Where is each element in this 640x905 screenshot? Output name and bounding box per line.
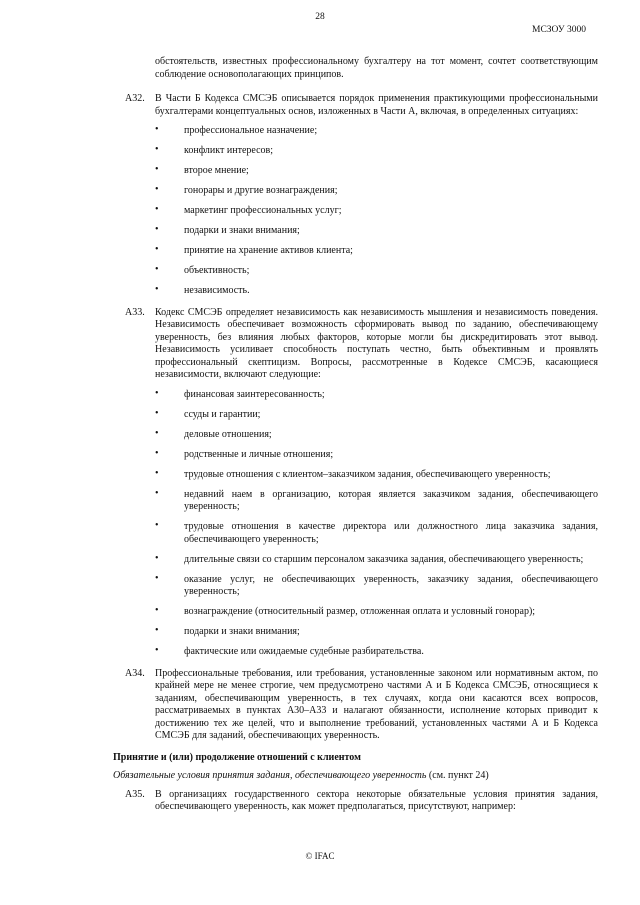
list-item: • деловые отношения; bbox=[155, 427, 272, 440]
paragraph-number: A35. bbox=[125, 788, 145, 800]
bullet-icon: • bbox=[155, 447, 159, 459]
paragraph-a35 bbox=[113, 789, 598, 814]
paragraph-number: A33. bbox=[125, 306, 145, 318]
bullet-icon: • bbox=[155, 184, 159, 195]
bullet-icon: • bbox=[155, 124, 159, 135]
document-code: МСЗОУ 3000 bbox=[532, 25, 586, 35]
list-item: • объективность; bbox=[155, 264, 250, 276]
paragraph-a33 bbox=[113, 307, 598, 659]
list-item: • длительные связи со старшим персоналом заказчика задания, обеспечивающего уверенность; bbox=[155, 552, 584, 565]
paragraph-number: A32. bbox=[125, 93, 145, 104]
footer-copyright: © IFAC bbox=[305, 851, 335, 861]
bullet-list bbox=[155, 389, 598, 659]
bullet-icon: • bbox=[155, 572, 159, 584]
list-item: • финансовая заинтересованность; bbox=[155, 387, 325, 400]
bullet-icon: • bbox=[155, 645, 159, 656]
continuation-paragraph: обстоятельств, известных профессиональному бухгалтеру на тот момент, сочтет соответствующим соблюдение основополагающих принципов. bbox=[155, 56, 598, 80]
list-item: • второе мнение; bbox=[155, 164, 249, 176]
list-item: • оказание услуг, не обеспечивающих уверенность, заказчику задания, обеспечивающего уверенность; bbox=[155, 572, 598, 597]
subheading bbox=[113, 770, 598, 783]
list-item: • вознаграждение (относительный размер, отложенная оплата и условный гонорар); bbox=[155, 605, 536, 617]
bullet-icon: • bbox=[155, 284, 159, 295]
list-item: • подарки и знаки внимания; bbox=[155, 625, 300, 637]
bullet-list bbox=[155, 125, 598, 298]
bullet-icon: • bbox=[155, 244, 159, 255]
paragraph-text: Профессиональные требования, или требования, установленные законом или нормативным актом, по крайней мере не менее строгие, чем предусмотрено частями А и Б Кодекса СМСЭБ, относящиеся к заданиям, обеспечивающим уверенность, в тех случаях, когда они касаются всех вопросов, рассматриваемых в пунктах A30–A33 и налагают обязанности, исполнение которых приводит к достижению тех же целей, что и выполнение требований, установленных частями А и Б Кодекса СМСЭБ для заданий, обеспечивающих уверенность. bbox=[155, 667, 598, 741]
section-title: Принятие и (или) продолжение отношений с клиентом bbox=[113, 751, 361, 763]
paragraph-text: Кодекс СМСЭБ определяет независимость как независимость мышления и независимость поведения. Независимость обеспечивает возможность сформировать вывод по заданию, обеспечивающему уверенность, без влияния любых факторов, которые могли бы дискредитировать этот вывод. Независимость усиливает способность поступать честно, быть объективным и проявлять профессиональный скептицизм. Вопросы, рассмотренные в Кодексе СМСЭБ, касающиеся независимости, включают следующие: bbox=[155, 306, 598, 380]
list-item: • фактические или ожидаемые судебные разбирательства. bbox=[155, 645, 424, 657]
bullet-icon: • bbox=[155, 204, 159, 215]
bullet-icon: • bbox=[155, 427, 159, 439]
bullet-icon: • bbox=[155, 387, 159, 399]
list-item: • подарки и знаки внимания; bbox=[155, 224, 300, 236]
bullet-icon: • bbox=[155, 144, 159, 155]
bullet-icon: • bbox=[155, 552, 159, 564]
bullet-icon: • bbox=[155, 407, 159, 419]
bullet-icon: • bbox=[155, 467, 159, 479]
paragraph-number: A34. bbox=[125, 667, 145, 679]
paragraph-a34 bbox=[113, 668, 598, 743]
bullet-icon: • bbox=[155, 224, 159, 235]
paragraph-text: В организациях государственного сектора некоторые обязательные условия принятия задания, обеспечивающего уверенность, как может предполагаться, присутствуют, например: bbox=[155, 788, 598, 812]
list-item: • трудовые отношения с клиентом–заказчиком задания, обеспечивающего уверенность; bbox=[155, 467, 551, 480]
list-item: • родственные и личные отношения; bbox=[155, 447, 334, 460]
list-item: • маркетинг профессиональных услуг; bbox=[155, 204, 342, 216]
paragraph-a32 bbox=[113, 93, 598, 298]
list-item: • конфликт интересов; bbox=[155, 144, 274, 156]
bullet-icon: • bbox=[155, 625, 159, 636]
bullet-icon: • bbox=[155, 605, 159, 616]
list-item: • гонорары и другие вознаграждения; bbox=[155, 184, 338, 196]
list-item: • недавний наем в организацию, которая является заказчиком задания, обеспечивающего уверенность; bbox=[155, 487, 598, 512]
list-item: • трудовые отношения в качестве директора или должностного лица заказчика задания, обеспечивающего уверенность; bbox=[155, 520, 598, 545]
list-item: • независимость. bbox=[155, 284, 250, 296]
list-item: • принятие на хранение активов клиента; bbox=[155, 244, 353, 256]
paragraph-text: В Части Б Кодекса СМСЭБ описывается порядок применения практикующими профессиональными бухгалтерами концептуальных основ, изложенных в Части А, включая, в определенных ситуациях: bbox=[155, 93, 598, 117]
bullet-icon: • bbox=[155, 164, 159, 175]
list-item: • профессиональное назначение; bbox=[155, 124, 318, 136]
page-number: 28 bbox=[315, 12, 325, 22]
bullet-icon: • bbox=[155, 264, 159, 275]
subheading-reference: (см. пункт 24) bbox=[426, 770, 489, 781]
page-content bbox=[113, 56, 598, 821]
list-item: • ссуды и гарантии; bbox=[155, 407, 261, 420]
bullet-icon: • bbox=[155, 487, 159, 499]
bullet-icon: • bbox=[155, 520, 159, 531]
subheading-italic: Обязательные условия принятия задания, обеспечивающего уверенность bbox=[113, 770, 427, 781]
